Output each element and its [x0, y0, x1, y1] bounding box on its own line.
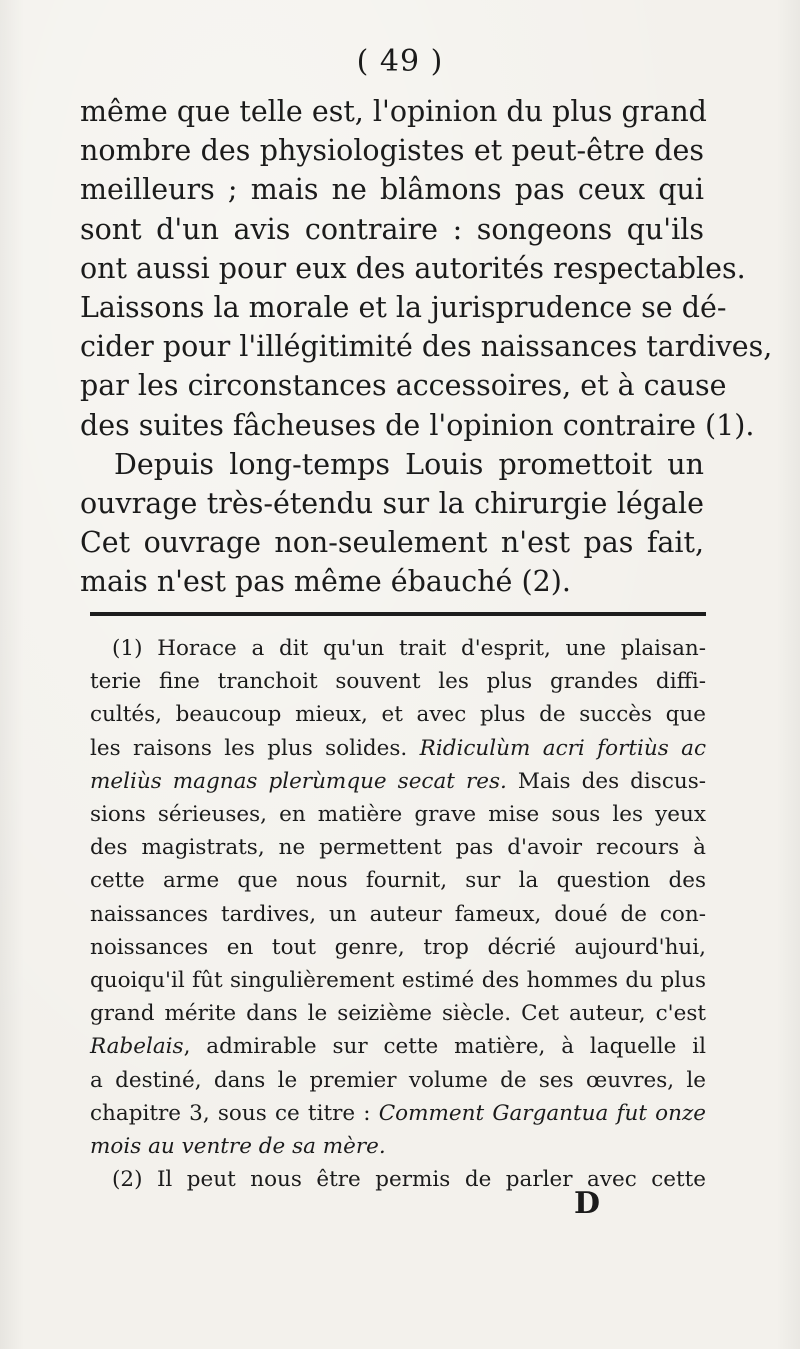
text-line: des suites fâcheuses de l'opinion contraire (1). [80, 408, 755, 442]
footnote-line [90, 765, 706, 798]
footnote-text: Mais des discus- [506, 768, 707, 794]
latin-quote: Ridiculùm acri fortiùs ac [419, 735, 707, 761]
footnote-line: sions sérieuses, en matière grave mise sous les yeux [90, 802, 706, 828]
footnote-line [90, 732, 706, 765]
footnote-line: cultés, beaucoup mieux, et avec plus de succès que [90, 702, 706, 728]
signature-mark: D [574, 1186, 601, 1221]
chapter-title: Comment Gargantua fut onze [378, 1100, 707, 1126]
text-line: ont aussi pour eux des autorités respectables. [80, 251, 746, 285]
footnote-line: a destiné, dans le premier volume de ses œuvres, le [90, 1067, 706, 1093]
text-line: mais n'est pas même ébauché (2). [80, 565, 571, 599]
text-line: nombre des physiologistes et peut-être des [80, 134, 704, 168]
footnote-line: noissances en tout genre, trop décrié aujourd'hui, [90, 934, 706, 960]
footnote-2 [90, 1163, 706, 1196]
text-line: sont d'un avis contraire : songeons qu'ils [80, 212, 704, 246]
author-name: Rabelais [90, 1034, 184, 1060]
footnote-line: des magistrats, ne permettent pas d'avoir recours à [90, 835, 706, 861]
footnote-1 [90, 632, 706, 1163]
text-line: par les circonstances accessoires, et à cause [80, 369, 727, 403]
main-text [80, 92, 773, 602]
footnote-text: , admirable sur cette matière, à laquelle il [183, 1034, 706, 1060]
footnote-line: quoiqu'il fût singulièrement estimé des hommes du plus [90, 968, 706, 994]
footnote-line: cette arme que nous fournit, sur la question des [90, 868, 706, 894]
footnotes [90, 632, 706, 1196]
text-line: Laissons la morale et la jurisprudence se dé- [80, 291, 727, 325]
paragraph-1 [80, 92, 773, 445]
footnote-separator-rule [90, 612, 706, 616]
footnote-line: (2) Il peut nous être permis de parler avec cette [112, 1167, 706, 1193]
text-line: ouvrage très-étendu sur la chirurgie légale [80, 487, 704, 521]
footnote-line: naissances tardives, un auteur fameux, doué de con- [90, 901, 706, 927]
footnote-line: grand mérite dans le seizième siècle. Cet auteur, c'est [90, 1001, 706, 1027]
text-line: Depuis long-temps Louis promettoit un [114, 447, 704, 481]
chapter-title: mois au ventre de sa mère. [90, 1134, 386, 1160]
footnote-line: terie fine tranchoit souvent les plus grandes diffi- [90, 669, 706, 695]
latin-quote: meliùs magnas plerùmque secat res. [90, 768, 507, 794]
text-line: cider pour l'illégitimité des naissances tardives, [80, 330, 773, 364]
text-line: même que telle est, l'opinion du plus grand [80, 95, 707, 128]
footnote-line [90, 1097, 706, 1130]
text-line: meilleurs ; mais ne blâmons pas ceux qui [80, 173, 704, 207]
paragraph-2 [80, 445, 704, 602]
text-line: Cet ouvrage non-seulement n'est pas fait, [80, 526, 704, 560]
page-number: ( 49 ) [356, 44, 444, 79]
footnote-text: les raisons les plus solides. [90, 735, 420, 761]
footnote-line [90, 1030, 706, 1063]
footnote-text: chapitre 3, sous ce titre : [90, 1100, 379, 1126]
footnote-line: (1) Horace a dit qu'un trait d'esprit, une plaisan- [112, 636, 706, 661]
